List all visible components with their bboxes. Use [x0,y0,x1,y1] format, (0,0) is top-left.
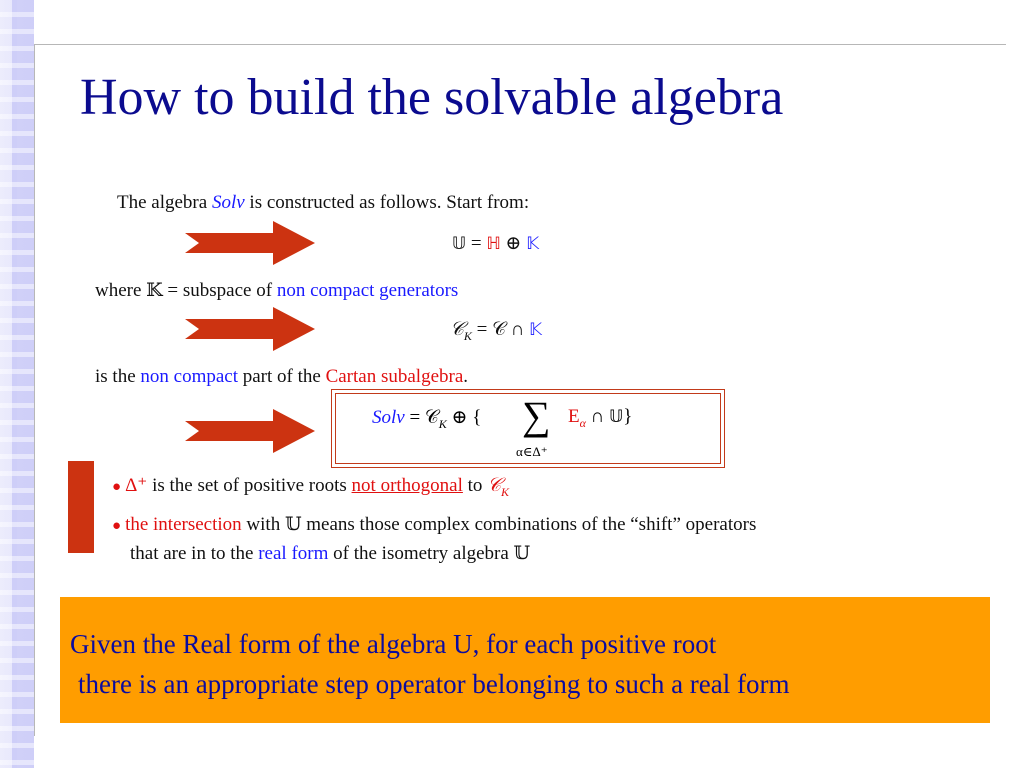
non-compact-term: non compact [140,366,238,387]
eq1-k: 𝕂 [526,234,540,254]
box-sub: K [438,416,447,431]
cartan-line [95,367,468,386]
strip-squares-right [12,0,34,768]
intro-text-2: is constructed as follows. Start from: [244,192,530,213]
solv-definition-lhs [372,406,481,432]
equation-u [452,234,539,253]
bullet1-sub: K [501,484,510,499]
box-u: 𝕌 [609,407,624,427]
solv-definition-box [331,389,725,468]
callout-line-2: there is an appropriate step operator belonging to such a real form [78,669,790,699]
right-arrow-icon [185,307,315,351]
bullet-intersection [112,513,756,538]
sum-symbol: ∑ [522,393,551,438]
bullet-dot-icon: ● [112,518,122,534]
callout-line-1: Given the Real form of the algebra U, for each positive root [70,629,717,659]
bullet1-c: 𝒞 [487,475,502,496]
cartan-text-3: . [463,366,469,387]
eq2-c: 𝒞 [450,319,464,340]
bullet-positive-roots [112,474,509,500]
intro-text-1: The algebra [117,192,212,213]
eq1-equals: = [466,233,487,254]
intersection-term: the intersection [125,514,242,535]
solv-definition-rhs [568,406,632,431]
bullet-dot-icon: ● [112,479,122,495]
sum-subscript: α∈Δ⁺ [516,444,548,459]
cartan-text-2: part of the [238,366,326,387]
intro-line [117,193,529,212]
box-solv: Solv [372,407,405,428]
box-oplus: ⊕ { [446,407,482,428]
eq1-h: ℍ [486,234,501,254]
box-close: } [623,406,633,427]
delta-plus: Δ⁺ [125,475,148,496]
decorative-side-strip [0,0,34,768]
non-compact-generators-term: non compact generators [276,280,459,301]
box-eq: = 𝒞 [404,407,439,428]
slide-title: How to build the solvable algebra [80,69,784,126]
real-form-term: real form [258,543,329,564]
right-arrow-icon [185,409,315,453]
equation-ck [450,320,542,342]
eq2-sub: K [463,328,472,343]
callout-box [60,597,990,723]
eq2-k: 𝕂 [529,320,542,340]
where-text: where 𝕂 = subspace of [95,280,277,301]
solv-term: Solv [211,192,245,213]
bullet1-text-1: is the set of positive roots [147,475,352,496]
frame-top-line [34,44,1006,45]
eq1-oplus: ⊕ [500,233,527,254]
bullet-intersection-line2 [130,542,530,567]
bullet1-text-2: to [462,475,488,496]
bullet2-text-1: with 𝕌 means those complex combinations of the “shift” operators [241,514,757,535]
not-orthogonal-term: not orthogonal [351,475,463,496]
bullet2-text-3: of the isometry algebra 𝕌 [328,543,531,564]
red-accent-bar [68,461,94,553]
eq2-rest: = 𝒞 ∩ [471,319,530,340]
frame-left-line [34,44,35,736]
right-arrow-icon [185,221,315,265]
where-line [95,281,458,300]
box-cap: ∩ [585,406,610,427]
cartan-text-1: is the [95,366,141,387]
eq1-u: 𝕌 [452,234,467,254]
box-e: E [568,406,580,427]
bullet2-text-2: that are in to the [130,543,259,564]
cartan-subalgebra-term: Cartan subalgebra [325,366,464,387]
box-alpha: α [579,415,586,430]
